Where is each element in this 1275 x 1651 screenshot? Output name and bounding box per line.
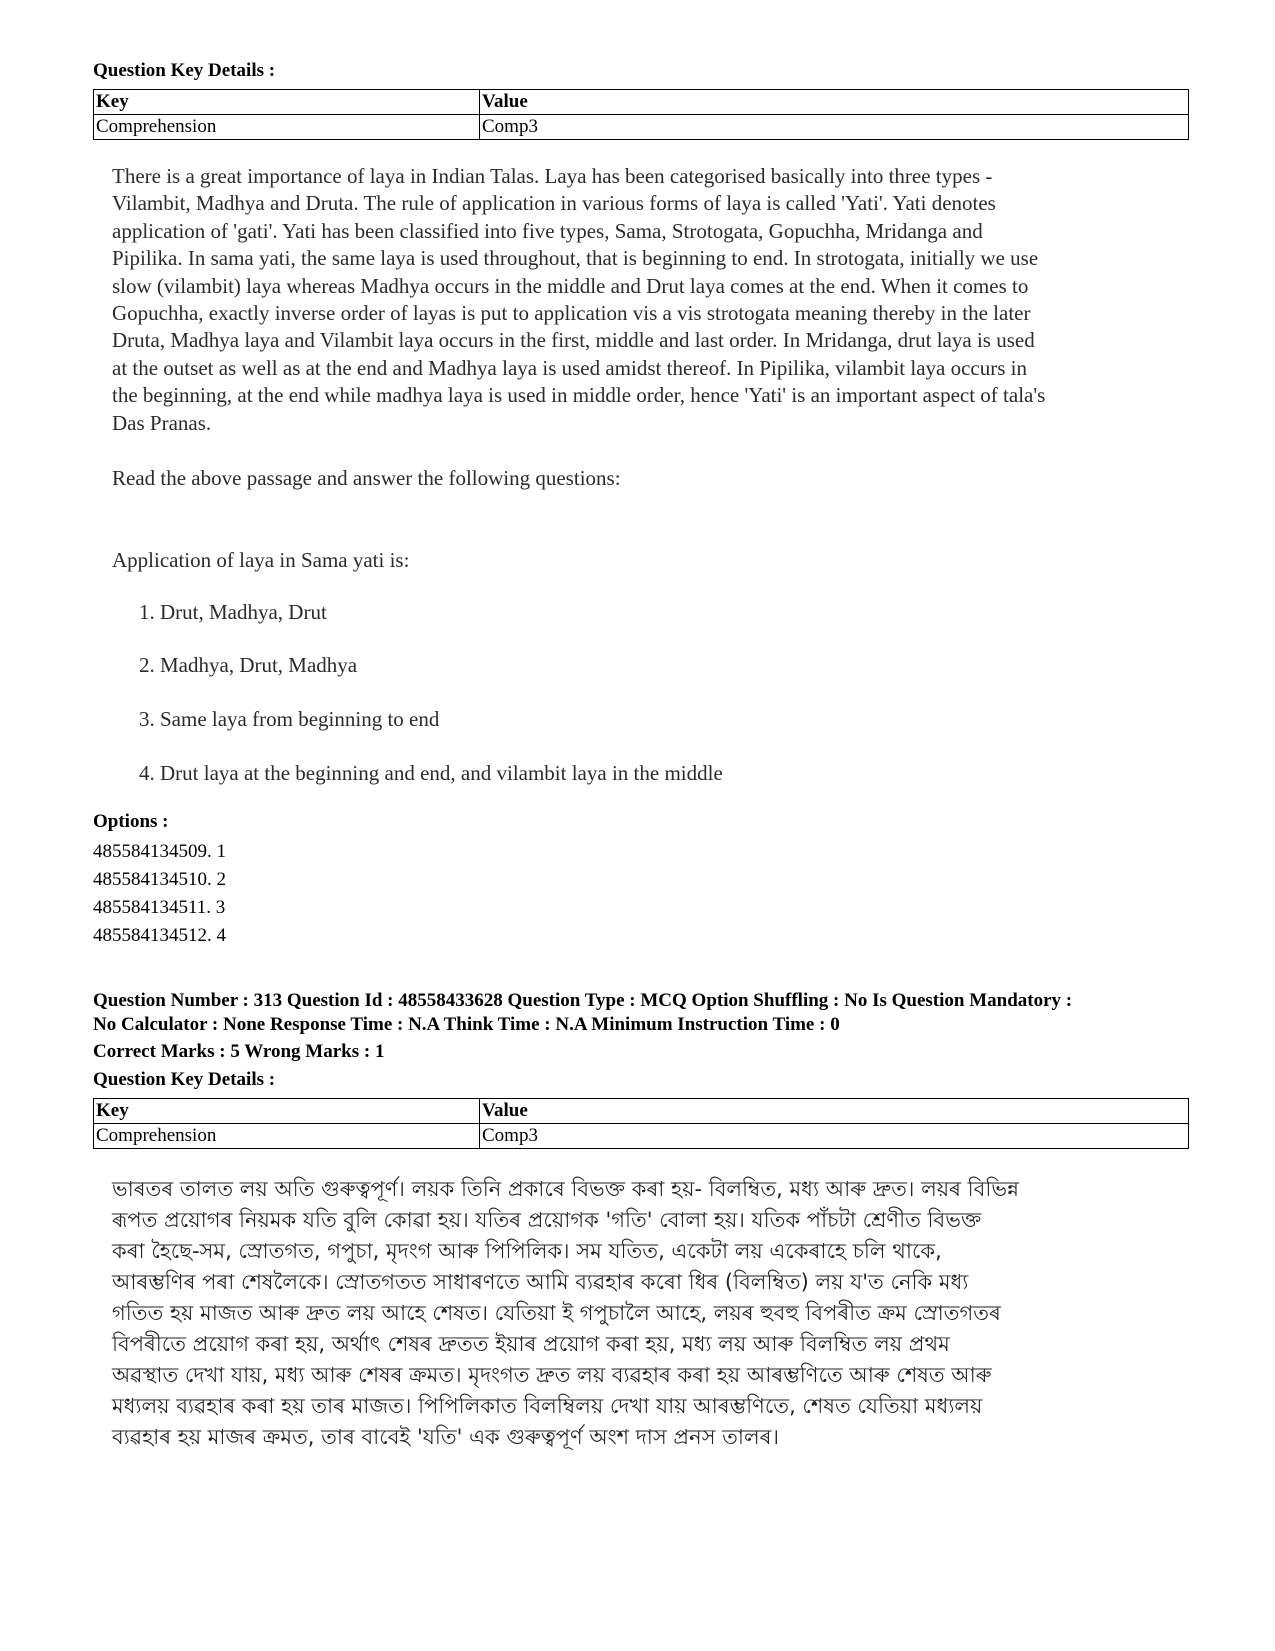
table-header-key: Key [94, 90, 480, 115]
table-header-key: Key [94, 1099, 480, 1124]
table-row [94, 1124, 1189, 1149]
passage-line: Pipilika. In sama yati, the same laya is used throughout, that is beginning to end. In strotogata, initially we use [112, 246, 1039, 271]
table-cell-value: Comp3 [480, 1124, 1189, 1149]
key-details-heading: Question Key Details : [93, 60, 276, 81]
passage-line: কৰা হৈছে-সম, স্ৰোতগত, গপুচা, মৃদংগ আৰু পিপিলিক। সম যতিত, একেটা লয় একেৰাহে চলি থাকে, [112, 1239, 942, 1263]
instruction-text: Read the above passage and answer the following questions: [112, 466, 621, 490]
options-heading: Options : [93, 811, 169, 832]
assamese-passage [112, 1174, 1192, 1453]
option-id-1: 485584134509. 1 [93, 841, 226, 862]
question-text: Application of laya in Sama yati is: [112, 548, 410, 572]
passage-line: application of 'gati'. Yati has been classified into five types, Sama, Strotogata, Gopuchha, Mridanga and [112, 218, 983, 243]
passage-line: Das Pranas. [112, 410, 212, 435]
table-header-row [94, 1099, 1189, 1124]
table-cell-key: Comprehension [94, 115, 480, 140]
choice-3: 3. Same laya from beginning to end [139, 707, 440, 731]
comprehension-passage [112, 163, 1187, 437]
passage-line: ৰূপত প্ৰয়োগৰ নিয়মক যতি বুলি কোৱা হয়। যতিৰ প্ৰয়োগক 'গতি' বোলা হয়। যতিক পাঁচটা শ্ৰেণীত বিভক্ত [112, 1208, 982, 1232]
table-cell-value: Comp3 [480, 115, 1189, 140]
passage-line: the beginning, at the end while madhya laya is used in middle order, hence 'Yati' is an important aspect of tala's [112, 383, 1046, 408]
passage-line: slow (vilambit) laya whereas Madhya occurs in the middle and Drut laya comes at the end. When it comes to [112, 273, 1029, 298]
option-id-2: 485584134510. 2 [93, 869, 226, 890]
option-id-3: 485584134511. 3 [93, 897, 226, 918]
table-row [94, 115, 1189, 140]
passage-line: There is a great importance of laya in Indian Talas. Laya has been categorised basically into three types - [112, 164, 993, 188]
option-id-4: 485584134512. 4 [93, 925, 226, 946]
passage-line: at the outset as well as at the end and Madhya laya is used amidst thereof. In Pipilika, vilambit laya occurs in [112, 355, 1028, 380]
key-details-table-2 [93, 1098, 1189, 1149]
passage-line: Druta, Madhya laya and Vilambit laya occurs in the first, middle and last order. In Mridanga, drut laya is used [112, 328, 1035, 353]
passage-line: অৱস্থাত দেখা যায়, মধ্য আৰু শেষৰ ক্ৰমত। মৃদংগত দ্রুত লয় ব্যৱহাৰ কৰা হয় আৰম্ভণিতে আৰু শেষত আৰু [112, 1363, 992, 1387]
table-header-value: Value [480, 90, 1189, 115]
passage-line: মধ্যলয় ব্যৱহাৰ কৰা হয় তাৰ মাজত। পিপিলিকাত বিলম্বিলয় দেখা যায় আৰম্ভণিতে, শেষত যেতিয়া মধ্যলয় [112, 1394, 983, 1418]
choice-4: 4. Drut laya at the beginning and end, and vilambit laya in the middle [139, 761, 723, 785]
passage-line: বিপৰীতে প্ৰয়োগ কৰা হয়, অৰ্থাৎ শেষৰ দ্রুতত ইয়াৰ প্ৰয়োগ কৰা হয়, মধ্য লয় আৰু বিলম্বিত লয় প্ৰথম [112, 1332, 950, 1356]
passage-line: Vilambit, Madhya and Druta. The rule of application in various forms of laya is called 'Yati'. Yati denotes [112, 191, 996, 216]
marks-line: Correct Marks : 5 Wrong Marks : 1 [93, 1041, 385, 1062]
table-cell-key: Comprehension [94, 1124, 480, 1149]
passage-line: গতিত হয় মাজত আৰু দ্রুত লয় আহে শেষত। যেতিয়া ই গপুচালৈ আহে, লয়ৰ হুবহু বিপৰীত ক্ৰম স্ৰোতগতৰ [112, 1301, 1001, 1325]
question-meta-line-2: No Calculator : None Response Time : N.A Think Time : N.A Minimum Instruction Time : 0 [93, 1014, 840, 1035]
passage-line: Gopuchha, exactly inverse order of layas is put to application vis a vis strotogata meaning thereby in the later [112, 301, 1031, 326]
choice-1: 1. Drut, Madhya, Drut [139, 600, 327, 624]
passage-line: ভাৰতৰ তালত লয় অতি গুৰুত্বপূৰ্ণ। লয়ক তিনি প্ৰকাৰে বিভক্ত কৰা হয়- বিলম্বিত, মধ্য আৰু দ্রুত। লয়ৰ বিভিন্ন [112, 1177, 1019, 1201]
choice-2: 2. Madhya, Drut, Madhya [139, 653, 358, 677]
passage-line: ব্যৱহাৰ হয় মাজৰ ক্ৰমত, তাৰ বাবেই 'যতি' এক গুৰুত্বপূৰ্ণ অংশ দাস প্ৰনস তালৰ। [112, 1425, 779, 1449]
key-details-heading-2: Question Key Details : [93, 1069, 276, 1090]
table-header-value: Value [480, 1099, 1189, 1124]
question-meta-line-1: Question Number : 313 Question Id : 48558433628 Question Type : MCQ Option Shuffling : No Is Question Mandatory : [93, 990, 1073, 1011]
table-header-row [94, 90, 1189, 115]
passage-line: আৰম্ভণিৰ পৰা শেষলৈকে। স্ৰোতগতত সাধাৰণতে আমি ব্যৱহাৰ কৰো ধিৰ (বিলম্বিত) লয় য'ত নেকি মধ্য [112, 1270, 969, 1294]
key-details-table [93, 89, 1189, 140]
